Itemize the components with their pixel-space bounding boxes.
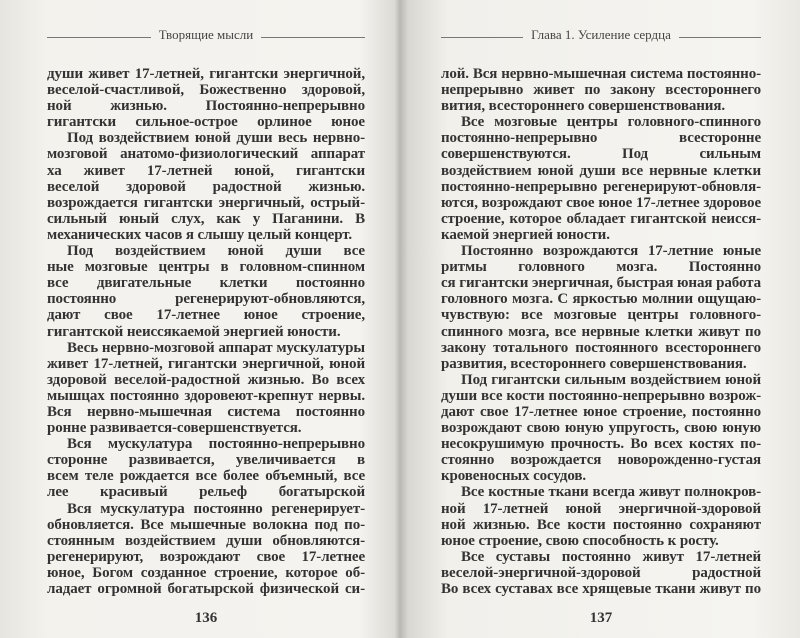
text-line: чувствую: все мозговые центры головного- (441, 307, 761, 324)
text-line: мозговой анатомо-физиологический аппарат (47, 146, 365, 163)
text-line: возрождается гигантски энергичный, острый- (47, 194, 365, 211)
text-line: веселой здоровой радостной жизнью. (47, 178, 365, 195)
text-line: несокрушимую прочность. Во всех костях по- (441, 436, 761, 453)
text-line: сильный юный слух, как у Паганини. В (47, 210, 365, 227)
paragraph (47, 243, 365, 340)
header-rule (261, 37, 365, 38)
left-page (47, 0, 365, 638)
text-line: юное строение, свою способность к росту. (441, 532, 719, 549)
text-line: Все мозговые центры головного-спинного (461, 114, 761, 131)
paragraph (441, 484, 761, 548)
text-line: возрождают свою юную упругость, свою юную (441, 420, 761, 437)
text-line: ладает огромной богатырской физической си- (47, 581, 365, 597)
text-line: всем теле рождается все более объемный, все (47, 468, 365, 485)
text-line: души живет 17-летней, гигантски энергичной, (47, 66, 365, 82)
text-line: Постоянно возрождаются 17-летние юные (461, 243, 761, 260)
text-line: юное, Богом созданное строение, которое об- (47, 564, 365, 581)
paragraph (47, 501, 365, 598)
text-line: закону тотального постоянного всестороннего (441, 339, 761, 356)
text-line: Под воздействием юной души весь нервно- (67, 130, 365, 147)
text-line: механических часов я слышу целый концерт. (47, 226, 353, 243)
text-line: развития, всестороннего совершенствования. (441, 355, 747, 372)
text-line: гигантской неиссякаемой энергией юности. (47, 323, 341, 340)
right-page (441, 0, 761, 638)
text-line: дают свое 17-летнее юное строение, постоянно (441, 403, 761, 420)
text-line: воздействием юной души все нервные клетки (441, 162, 761, 179)
text-line: ся гигантски энергичная, быстрая юная работа (441, 275, 761, 292)
running-header-title: Глава 1. Усиление сердца (531, 27, 671, 42)
paragraph (441, 114, 761, 243)
text-line: все двигательные клетки постоянно (47, 275, 365, 292)
text-line: мышцах постоянно здоровеют-крепнут нервы. (47, 387, 365, 404)
header-rule (441, 37, 523, 38)
text-line: ха живет 17-летней юной, гигантски (47, 162, 365, 179)
text-line: постоянно регенерируют-обновляются, (47, 291, 365, 308)
running-header (47, 27, 365, 43)
text-line: Все суставы постоянно живут 17-летней (461, 548, 761, 565)
text-line: стоянным воздействием души обновляются- (47, 532, 365, 549)
text-line: спинного мозга, все нервные клетки живут по (441, 323, 761, 340)
paragraph (441, 243, 761, 372)
header-rule (47, 37, 151, 38)
text-line: ной жизнью. Все кости постоянно сохраняют (441, 516, 761, 533)
text-line: Вся нервно-мышечная система постоянно (47, 403, 365, 420)
text-line: лее красивый рельеф богатырской (47, 484, 365, 501)
text-line: ритмы головного мозга. Постоянно (441, 259, 761, 276)
paragraph (47, 66, 365, 130)
text-line: сторонне развивается, увеличивается в (47, 452, 365, 469)
running-header-title: Творящие мысли (158, 27, 254, 42)
text-line: гигантски сильное-острое орлиное юное (47, 114, 365, 131)
text-line: совершенствуются. Под сильным (441, 146, 761, 163)
header-rule (679, 37, 761, 38)
text-line: постоянно-непрерывно регенерируют-обновля- (441, 178, 761, 195)
text-line: ной жизнью. Постоянно-непрерывно (47, 98, 365, 115)
text-line: Вся мускулатура постоянно-непрерывно (67, 436, 365, 453)
page-body (47, 66, 365, 597)
paragraph (441, 549, 761, 597)
paragraph (47, 436, 365, 500)
text-line: непрерывно живет по закону всестороннего (441, 82, 761, 99)
page-number: 136 (194, 610, 218, 626)
text-line: каемой энергией юности. (441, 226, 610, 243)
text-line: Под гигантски сильным воздействием юной (461, 371, 761, 388)
text-line: Весь нервно-мозговой аппарат мускулатуры (67, 339, 365, 356)
text-line: регенерируют, возрождают свое 17-летнее (47, 548, 365, 565)
paragraph (441, 372, 761, 485)
text-line: Под воздействием юной души все (67, 243, 365, 260)
running-header (441, 27, 761, 43)
paragraph (441, 66, 761, 114)
text-line: ются, возрождают свое юное 17-летнее здоровое (441, 194, 761, 211)
text-line: постоянно-непрерывно всесторонне (441, 130, 761, 147)
text-line: веселой-энергичной-здоровой радостной (441, 564, 761, 581)
text-line: вития, всестороннего совершенствования. (441, 98, 725, 115)
text-line: ные мозговые центры в головном-спинном (47, 259, 365, 276)
text-line: стоянно возрождается новорожденно-густая (441, 452, 761, 469)
text-line: Вся мускулатура постоянно регенерирует- (67, 500, 365, 517)
text-line: головного мозга. С яркостью молнии ощущаю- (441, 291, 761, 308)
text-line: строение, которое обладает гигантской неисся- (441, 210, 761, 227)
text-line: Все костные ткани всегда живут полнокров- (461, 484, 761, 501)
paragraph (47, 130, 365, 243)
paragraph (47, 340, 365, 437)
text-line: веселой-счастливой, Божественно здоровой, (47, 82, 365, 99)
text-line: Во всех суставах все хрящевые ткани живут по (441, 581, 761, 597)
text-line: лой. Вся нервно-мышечная система постоянно- (441, 66, 761, 82)
text-line: ной 17-летней юной энергичной-здоровой (441, 500, 761, 517)
text-line: дают свое 17-летнее юное строение, (47, 307, 365, 324)
text-line: обновляется. Все мышечные волокна под по- (47, 516, 365, 533)
text-line: кровеносных сосудов. (441, 468, 587, 485)
page-number: 137 (589, 610, 613, 626)
text-line: души все кости постоянно-непрерывно возрож- (441, 387, 761, 404)
text-line: ронне развивается-совершенствуется. (47, 420, 302, 437)
text-line: здоровой веселой-радостной жизнью. Во всех (47, 371, 365, 388)
text-line: живет 17-летней, гигантски энергичной, юной (47, 355, 365, 372)
page-body (441, 66, 761, 597)
